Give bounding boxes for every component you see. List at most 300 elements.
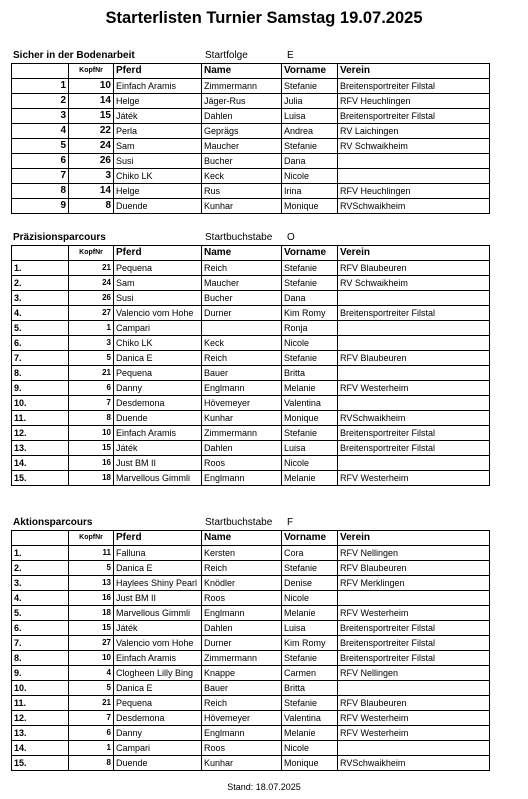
start-number: 15. bbox=[12, 756, 69, 771]
club-name bbox=[338, 396, 490, 411]
kopf-number: 8 bbox=[69, 411, 114, 426]
club-name: Breitensportreiter Filstal bbox=[338, 441, 490, 456]
kopf-number: 1 bbox=[69, 321, 114, 336]
section-order-code: F bbox=[287, 517, 294, 528]
club-name: RFV Westerheim bbox=[338, 606, 490, 621]
start-number: 6 bbox=[12, 154, 69, 169]
club-name bbox=[338, 591, 490, 606]
kopf-number: 26 bbox=[69, 154, 114, 169]
club-name bbox=[338, 154, 490, 169]
start-number: 4 bbox=[12, 124, 69, 139]
kopf-number: 21 bbox=[69, 261, 114, 276]
rider-first-name: Kim Romy bbox=[282, 306, 338, 321]
table-row bbox=[12, 306, 490, 321]
start-number: 7 bbox=[12, 169, 69, 184]
header-kopfnr: KopfNr bbox=[69, 64, 114, 79]
rider-first-name: Melanie bbox=[282, 726, 338, 741]
start-number: 15. bbox=[12, 471, 69, 486]
horse-name: Susi bbox=[114, 154, 202, 169]
kopf-number: 5 bbox=[69, 351, 114, 366]
table-row bbox=[12, 291, 490, 306]
table-row bbox=[12, 621, 490, 636]
rider-first-name: Carmen bbox=[282, 666, 338, 681]
kopf-number: 27 bbox=[69, 306, 114, 321]
table-row bbox=[12, 261, 490, 276]
horse-name: Játék bbox=[114, 621, 202, 636]
rider-last-name: Hövemeyer bbox=[202, 711, 282, 726]
start-number: 1 bbox=[12, 79, 69, 94]
start-number: 8 bbox=[12, 184, 69, 199]
rider-last-name: Kunhar bbox=[202, 756, 282, 771]
club-name: Breitensportreiter Filstal bbox=[338, 426, 490, 441]
rider-first-name: Monique bbox=[282, 199, 338, 214]
rider-first-name: Stefanie bbox=[282, 276, 338, 291]
kopf-number: 4 bbox=[69, 666, 114, 681]
rider-first-name: Stefanie bbox=[282, 139, 338, 154]
horse-name: Einfach Aramis bbox=[114, 79, 202, 94]
horse-name: Desdemona bbox=[114, 396, 202, 411]
start-number: 11. bbox=[12, 696, 69, 711]
table-row bbox=[12, 471, 490, 486]
table-row bbox=[12, 169, 490, 184]
rider-last-name: Reich bbox=[202, 561, 282, 576]
club-name bbox=[338, 291, 490, 306]
horse-name: Marvellous Gimmli bbox=[114, 471, 202, 486]
horse-name: Duende bbox=[114, 199, 202, 214]
rider-last-name: Roos bbox=[202, 456, 282, 471]
rider-last-name: Zimmermann bbox=[202, 426, 282, 441]
rider-last-name: Hövemeyer bbox=[202, 396, 282, 411]
rider-last-name: Rus bbox=[202, 184, 282, 199]
horse-name: Sam bbox=[114, 139, 202, 154]
rider-first-name: Luisa bbox=[282, 109, 338, 124]
horse-name: Just BM II bbox=[114, 591, 202, 606]
start-number: 5. bbox=[12, 321, 69, 336]
rider-last-name: Jäger-Rus bbox=[202, 94, 282, 109]
start-number: 2. bbox=[12, 276, 69, 291]
kopf-number: 22 bbox=[69, 124, 114, 139]
club-name: RVSchwaikheim bbox=[338, 199, 490, 214]
club-name: RFV Westerheim bbox=[338, 381, 490, 396]
rider-last-name: Keck bbox=[202, 336, 282, 351]
kopf-number: 24 bbox=[69, 276, 114, 291]
start-number: 1. bbox=[12, 261, 69, 276]
rider-last-name: Bauer bbox=[202, 366, 282, 381]
rider-last-name: Dahlen bbox=[202, 109, 282, 124]
start-number: 13. bbox=[12, 441, 69, 456]
club-name: RFV Blaubeuren bbox=[338, 261, 490, 276]
start-number: 3 bbox=[12, 109, 69, 124]
rider-last-name: Dahlen bbox=[202, 441, 282, 456]
kopf-number: 14 bbox=[69, 94, 114, 109]
club-name: RFV Blaubeuren bbox=[338, 351, 490, 366]
horse-name: Danica E bbox=[114, 681, 202, 696]
rider-first-name: Kim Romy bbox=[282, 636, 338, 651]
club-name bbox=[338, 336, 490, 351]
horse-name: Duende bbox=[114, 411, 202, 426]
horse-name: Sam bbox=[114, 276, 202, 291]
rider-first-name: Melanie bbox=[282, 471, 338, 486]
kopf-number: 24 bbox=[69, 139, 114, 154]
header-pferd: Pferd bbox=[114, 64, 202, 79]
club-name: RFV Blaubeuren bbox=[338, 696, 490, 711]
rider-last-name: Durner bbox=[202, 636, 282, 651]
rider-last-name: Englmann bbox=[202, 726, 282, 741]
horse-name: Haylees Shiny Pearl bbox=[114, 576, 202, 591]
rider-first-name: Nicole bbox=[282, 456, 338, 471]
horse-name: Danica E bbox=[114, 561, 202, 576]
rider-first-name: Stefanie bbox=[282, 561, 338, 576]
section-order-code: E bbox=[287, 50, 294, 61]
horse-name: Pequena bbox=[114, 366, 202, 381]
start-number: 4. bbox=[12, 591, 69, 606]
kopf-number: 6 bbox=[69, 381, 114, 396]
horse-name: Campari bbox=[114, 741, 202, 756]
header-name: Name bbox=[202, 531, 282, 546]
horse-name: Campari bbox=[114, 321, 202, 336]
section-header bbox=[11, 230, 489, 245]
start-number: 9. bbox=[12, 381, 69, 396]
rider-last-name: Bucher bbox=[202, 154, 282, 169]
kopf-number: 16 bbox=[69, 591, 114, 606]
rider-first-name: Melanie bbox=[282, 606, 338, 621]
table-row bbox=[12, 696, 490, 711]
start-number: 5 bbox=[12, 139, 69, 154]
kopf-number: 18 bbox=[69, 471, 114, 486]
table-row bbox=[12, 381, 490, 396]
kopf-number: 7 bbox=[69, 396, 114, 411]
horse-name: Falluna bbox=[114, 546, 202, 561]
table-row bbox=[12, 411, 490, 426]
kopf-number: 5 bbox=[69, 681, 114, 696]
rider-first-name: Melanie bbox=[282, 381, 338, 396]
club-name: RVSchwaikheim bbox=[338, 756, 490, 771]
rider-first-name: Nicole bbox=[282, 591, 338, 606]
kopf-number: 10 bbox=[69, 651, 114, 666]
club-name: RFV Westerheim bbox=[338, 471, 490, 486]
start-number: 6. bbox=[12, 621, 69, 636]
kopf-number: 15 bbox=[69, 109, 114, 124]
header-name: Name bbox=[202, 246, 282, 261]
rider-first-name: Britta bbox=[282, 681, 338, 696]
horse-name: Perla bbox=[114, 124, 202, 139]
rider-last-name: Reich bbox=[202, 351, 282, 366]
table-row bbox=[12, 591, 490, 606]
start-number: 2 bbox=[12, 94, 69, 109]
horse-name: Danny bbox=[114, 381, 202, 396]
club-name: Breitensportreiter Filstal bbox=[338, 306, 490, 321]
rider-first-name: Stefanie bbox=[282, 351, 338, 366]
kopf-number: 15 bbox=[69, 441, 114, 456]
rider-first-name: Nicole bbox=[282, 741, 338, 756]
start-number: 9 bbox=[12, 199, 69, 214]
table-row bbox=[12, 651, 490, 666]
rider-first-name: Luisa bbox=[282, 621, 338, 636]
start-number: 14. bbox=[12, 456, 69, 471]
starter-table bbox=[11, 63, 490, 214]
club-name: RFV Westerheim bbox=[338, 711, 490, 726]
table-row bbox=[12, 336, 490, 351]
rider-first-name: Nicole bbox=[282, 169, 338, 184]
club-name: RFV Heuchlingen bbox=[338, 184, 490, 199]
table-row bbox=[12, 351, 490, 366]
kopf-number: 6 bbox=[69, 726, 114, 741]
start-number: 9. bbox=[12, 666, 69, 681]
start-number: 3. bbox=[12, 291, 69, 306]
starter-table bbox=[11, 530, 490, 771]
rider-first-name: Dana bbox=[282, 291, 338, 306]
rider-first-name: Monique bbox=[282, 756, 338, 771]
rider-first-name: Ronja bbox=[282, 321, 338, 336]
header-blank bbox=[12, 64, 69, 79]
header-verein: Verein bbox=[338, 64, 490, 79]
kopf-number: 27 bbox=[69, 636, 114, 651]
start-number: 12. bbox=[12, 426, 69, 441]
stand-date: Stand: 18.07.2025 bbox=[227, 782, 301, 792]
header-verein: Verein bbox=[338, 531, 490, 546]
club-name: RFV Blaubeuren bbox=[338, 561, 490, 576]
horse-name: Just BM II bbox=[114, 456, 202, 471]
table-row bbox=[12, 711, 490, 726]
page-title: Starterlisten Turnier Samstag 19.07.2025 bbox=[105, 9, 423, 27]
table-row bbox=[12, 139, 490, 154]
start-number: 13. bbox=[12, 726, 69, 741]
header-kopfnr: KopfNr bbox=[69, 246, 114, 261]
start-number: 14. bbox=[12, 741, 69, 756]
horse-name: Danny bbox=[114, 726, 202, 741]
horse-name: Valencio vom Hohe bbox=[114, 636, 202, 651]
kopf-number: 18 bbox=[69, 606, 114, 621]
rider-last-name: Geprägs bbox=[202, 124, 282, 139]
table-row bbox=[12, 109, 490, 124]
rider-last-name: Dahlen bbox=[202, 621, 282, 636]
start-number: 12. bbox=[12, 711, 69, 726]
club-name: RV Laichingen bbox=[338, 124, 490, 139]
header-vorname: Vorname bbox=[282, 64, 338, 79]
table-row bbox=[12, 681, 490, 696]
table-row bbox=[12, 426, 490, 441]
horse-name: Marvellous Gimmli bbox=[114, 606, 202, 621]
rider-first-name: Cora bbox=[282, 546, 338, 561]
section-order-label: Startbuchstabe bbox=[205, 517, 273, 528]
kopf-number: 5 bbox=[69, 561, 114, 576]
section-name: Präzisionsparcours bbox=[13, 232, 106, 243]
rider-first-name: Dana bbox=[282, 154, 338, 169]
kopf-number: 1 bbox=[69, 741, 114, 756]
starter-table bbox=[11, 245, 490, 486]
section-order-code: O bbox=[287, 232, 295, 243]
kopf-number: 3 bbox=[69, 336, 114, 351]
table-row bbox=[12, 441, 490, 456]
header-pferd: Pferd bbox=[114, 531, 202, 546]
rider-first-name: Stefanie bbox=[282, 261, 338, 276]
start-number: 7. bbox=[12, 351, 69, 366]
club-name: RFV Merklingen bbox=[338, 576, 490, 591]
rider-last-name: Reich bbox=[202, 696, 282, 711]
section-name: Aktionsparcours bbox=[13, 517, 93, 528]
club-name: RV Schwaikheim bbox=[338, 139, 490, 154]
rider-first-name: Stefanie bbox=[282, 426, 338, 441]
club-name bbox=[338, 741, 490, 756]
start-number: 1. bbox=[12, 546, 69, 561]
horse-name: Danica E bbox=[114, 351, 202, 366]
kopf-number: 11 bbox=[69, 546, 114, 561]
rider-last-name: Keck bbox=[202, 169, 282, 184]
club-name bbox=[338, 456, 490, 471]
table-row bbox=[12, 726, 490, 741]
club-name: RFV Nellingen bbox=[338, 666, 490, 681]
kopf-number: 10 bbox=[69, 79, 114, 94]
rider-last-name: Bauer bbox=[202, 681, 282, 696]
horse-name: Chiko LK bbox=[114, 169, 202, 184]
start-number: 10. bbox=[12, 396, 69, 411]
table-row bbox=[12, 456, 490, 471]
club-name bbox=[338, 321, 490, 336]
header-vorname: Vorname bbox=[282, 246, 338, 261]
table-row bbox=[12, 366, 490, 381]
rider-last-name: Englmann bbox=[202, 606, 282, 621]
kopf-number: 21 bbox=[69, 366, 114, 381]
club-name bbox=[338, 169, 490, 184]
kopf-number: 26 bbox=[69, 291, 114, 306]
table-row bbox=[12, 756, 490, 771]
horse-name: Helge bbox=[114, 184, 202, 199]
section-aktionsparcours bbox=[11, 515, 489, 771]
table-header-row bbox=[12, 531, 490, 546]
header-vorname: Vorname bbox=[282, 531, 338, 546]
club-name: Breitensportreiter Filstal bbox=[338, 651, 490, 666]
kopf-number: 3 bbox=[69, 169, 114, 184]
start-number: 6. bbox=[12, 336, 69, 351]
kopf-number: 15 bbox=[69, 621, 114, 636]
start-number: 11. bbox=[12, 411, 69, 426]
rider-last-name: Kersten bbox=[202, 546, 282, 561]
kopf-number: 8 bbox=[69, 756, 114, 771]
rider-last-name: Zimmermann bbox=[202, 79, 282, 94]
horse-name: Pequena bbox=[114, 696, 202, 711]
table-row bbox=[12, 606, 490, 621]
kopf-number: 13 bbox=[69, 576, 114, 591]
section-order-label: Startbuchstabe bbox=[205, 232, 273, 243]
table-row bbox=[12, 666, 490, 681]
rider-last-name: Maucher bbox=[202, 276, 282, 291]
rider-first-name: Luisa bbox=[282, 441, 338, 456]
horse-name: Játék bbox=[114, 441, 202, 456]
rider-first-name: Valentina bbox=[282, 711, 338, 726]
horse-name: Desdemona bbox=[114, 711, 202, 726]
horse-name: Játék bbox=[114, 109, 202, 124]
start-number: 5. bbox=[12, 606, 69, 621]
kopf-number: 14 bbox=[69, 184, 114, 199]
rider-last-name: Knödler bbox=[202, 576, 282, 591]
club-name: Breitensportreiter Filstal bbox=[338, 636, 490, 651]
start-number: 4. bbox=[12, 306, 69, 321]
header-blank bbox=[12, 246, 69, 261]
rider-last-name: Englmann bbox=[202, 381, 282, 396]
horse-name: Clogheen Lilly Bing bbox=[114, 666, 202, 681]
header-name: Name bbox=[202, 64, 282, 79]
table-row bbox=[12, 154, 490, 169]
table-header-row bbox=[12, 246, 490, 261]
header-blank bbox=[12, 531, 69, 546]
rider-last-name: Zimmermann bbox=[202, 651, 282, 666]
rider-last-name: Englmann bbox=[202, 471, 282, 486]
club-name: RFV Nellingen bbox=[338, 546, 490, 561]
table-row bbox=[12, 576, 490, 591]
section-praezisionsparcours bbox=[11, 230, 489, 486]
horse-name: Einfach Aramis bbox=[114, 651, 202, 666]
kopf-number: 21 bbox=[69, 696, 114, 711]
section-name: Sicher in der Bodenarbeit bbox=[13, 50, 135, 61]
table-row bbox=[12, 546, 490, 561]
club-name: RFV Heuchlingen bbox=[338, 94, 490, 109]
rider-last-name: Bucher bbox=[202, 291, 282, 306]
table-row bbox=[12, 124, 490, 139]
section-header bbox=[11, 48, 489, 63]
table-row bbox=[12, 561, 490, 576]
header-pferd: Pferd bbox=[114, 246, 202, 261]
rider-last-name: Roos bbox=[202, 591, 282, 606]
table-row bbox=[12, 636, 490, 651]
table-row bbox=[12, 94, 490, 109]
section-order-label: Startfolge bbox=[205, 50, 248, 61]
rider-first-name: Stefanie bbox=[282, 79, 338, 94]
rider-first-name: Stefanie bbox=[282, 651, 338, 666]
start-number: 10. bbox=[12, 681, 69, 696]
rider-first-name: Andrea bbox=[282, 124, 338, 139]
club-name: RVSchwaikheim bbox=[338, 411, 490, 426]
header-verein: Verein bbox=[338, 246, 490, 261]
header-kopfnr: KopfNr bbox=[69, 531, 114, 546]
rider-first-name: Valentina bbox=[282, 396, 338, 411]
horse-name: Susi bbox=[114, 291, 202, 306]
rider-last-name: Knappe bbox=[202, 666, 282, 681]
rider-first-name: Denise bbox=[282, 576, 338, 591]
kopf-number: 16 bbox=[69, 456, 114, 471]
rider-first-name: Irina bbox=[282, 184, 338, 199]
table-row bbox=[12, 79, 490, 94]
rider-first-name: Julia bbox=[282, 94, 338, 109]
horse-name: Helge bbox=[114, 94, 202, 109]
rider-last-name: Kunhar bbox=[202, 411, 282, 426]
rider-first-name: Nicole bbox=[282, 336, 338, 351]
start-number: 8. bbox=[12, 366, 69, 381]
table-row bbox=[12, 741, 490, 756]
rider-last-name: Roos bbox=[202, 741, 282, 756]
rider-first-name: Stefanie bbox=[282, 696, 338, 711]
horse-name: Duende bbox=[114, 756, 202, 771]
table-row bbox=[12, 276, 490, 291]
rider-last-name: Kunhar bbox=[202, 199, 282, 214]
kopf-number: 8 bbox=[69, 199, 114, 214]
rider-last-name: Durner bbox=[202, 306, 282, 321]
rider-last-name bbox=[202, 321, 282, 336]
rider-last-name: Maucher bbox=[202, 139, 282, 154]
start-number: 2. bbox=[12, 561, 69, 576]
horse-name: Pequena bbox=[114, 261, 202, 276]
horse-name: Valencio vom Hohe bbox=[114, 306, 202, 321]
club-name: RFV Westerheim bbox=[338, 726, 490, 741]
rider-first-name: Monique bbox=[282, 411, 338, 426]
table-row bbox=[12, 396, 490, 411]
club-name bbox=[338, 681, 490, 696]
table-row bbox=[12, 199, 490, 214]
horse-name: Chiko LK bbox=[114, 336, 202, 351]
table-row bbox=[12, 184, 490, 199]
club-name: Breitensportreiter Filstal bbox=[338, 79, 490, 94]
section-bodenarbeit bbox=[11, 48, 489, 214]
rider-last-name: Reich bbox=[202, 261, 282, 276]
